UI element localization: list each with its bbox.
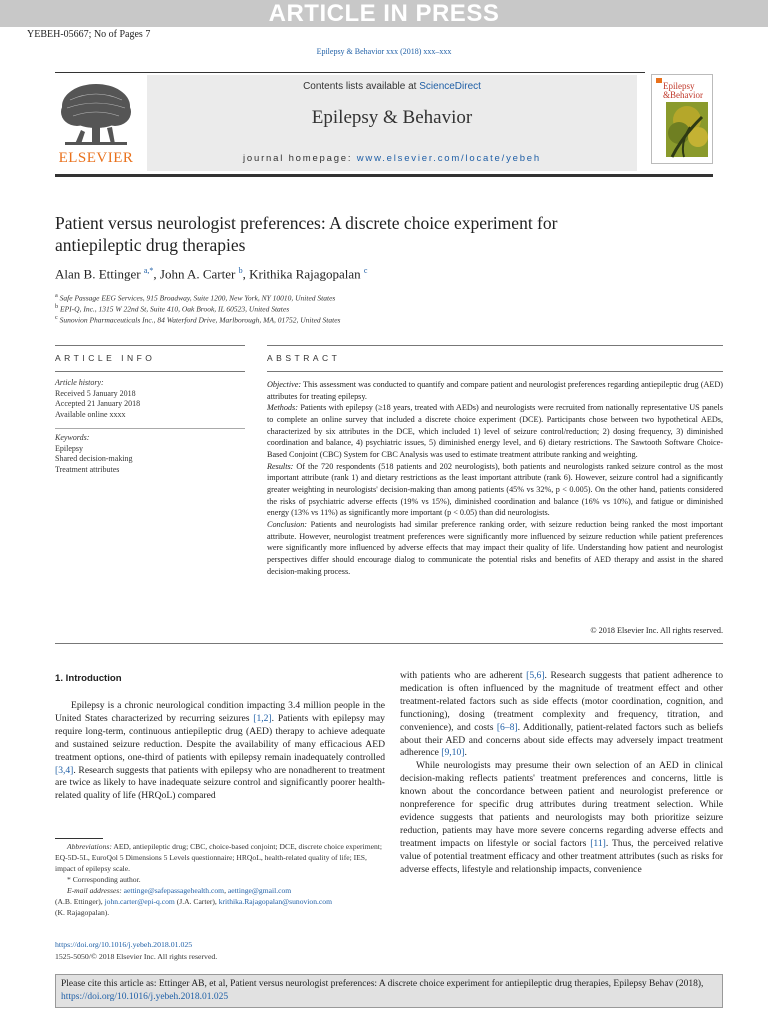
abbreviations-footnote bbox=[55, 841, 385, 874]
footnotes bbox=[55, 841, 385, 918]
author-name: Krithika Rajagopalan bbox=[249, 266, 361, 282]
article-history bbox=[55, 378, 245, 420]
keywords-rule bbox=[55, 428, 245, 429]
body-text: . Research suggests that patient adherence to medication is often influenced by the magnitude of treatment effect and other treatment-related factors such as side effects (motor coordination, cognition, and functioning), dosing (treatment complexity and frequency, titration, and convenience), and costs bbox=[400, 670, 723, 733]
article-title-line1: Patient versus neurologist preferences: A discrete choice experiment for bbox=[55, 213, 558, 233]
author-affiliation-marker[interactable]: b bbox=[238, 266, 243, 275]
author-name: Alan B. Ettinger bbox=[55, 266, 141, 282]
journal-citation-link[interactable]: Epilepsy & Behavior xxx (2018) xxx–xxx bbox=[316, 47, 452, 56]
keyword: Shared decision-making bbox=[55, 454, 133, 463]
citation-ref[interactable]: [6–8] bbox=[496, 721, 518, 733]
citation-text: Please cite this article as: Ettinger AB, et al, Patient versus neurologist preferences: A discrete choice experiment for antiepileptic drug therapies, Epilepsy Behav (2018), bbox=[61, 979, 704, 989]
body-text: . Patients with epilepsy may require long-term, continuous antiepileptic drug (AED) therapy to achieve adequate and sustained seizure reduction. Despite the availability of many efficacious AED treatment options, one-third of patients with epilepsy remain inadequately controlled bbox=[55, 712, 385, 763]
received-date: Received 5 January 2018 bbox=[55, 388, 136, 398]
citation-doi-link[interactable]: https://doi.org/10.1016/j.yebeh.2018.01.025 bbox=[61, 992, 229, 1002]
journal-cover-thumbnail[interactable] bbox=[651, 74, 713, 164]
journal-name: Epilepsy & Behavior bbox=[311, 107, 473, 128]
citation-ref[interactable]: [1,2] bbox=[253, 712, 272, 724]
author-name: John A. Carter bbox=[159, 266, 236, 282]
citation-ref[interactable]: [3,4] bbox=[55, 764, 74, 776]
abbreviations-label: Abbreviations: bbox=[67, 842, 112, 851]
contents-available-line bbox=[147, 81, 637, 92]
intro-paragraph bbox=[55, 700, 385, 803]
results-label: Results: bbox=[267, 461, 294, 471]
email-owner: (J.A. Carter), bbox=[174, 897, 219, 906]
email-link[interactable]: john.carter@epi-q.com bbox=[104, 897, 175, 906]
article-in-press-banner: ARTICLE IN PRESS bbox=[0, 0, 768, 27]
body-column-left bbox=[55, 700, 385, 803]
journal-homepage-line bbox=[147, 153, 637, 164]
abstract-top-rule bbox=[267, 345, 723, 346]
keywords-label: Keywords: bbox=[55, 433, 90, 442]
article-title bbox=[55, 212, 715, 256]
body-text: . Thus, the perceived relative value of potential treatment efficacy and other treatment attributes (such as risks for adverse effects, lifestyle and relationship impacts, convenience bbox=[400, 837, 723, 875]
footnote-rule bbox=[55, 838, 103, 839]
methods-label: Methods: bbox=[267, 403, 298, 413]
body-text: with patients who are adherent bbox=[400, 670, 527, 681]
email-addresses: E-mail addresses: aettinge@safepassagehealth.com, aettinge@gmail.com bbox=[67, 886, 292, 895]
masthead-top-rule bbox=[55, 72, 645, 73]
email-link[interactable]: krithika.Rajagopalan@sunovion.com bbox=[218, 897, 332, 906]
abstract-methods bbox=[267, 402, 723, 460]
citation-ref[interactable]: [5,6] bbox=[526, 670, 545, 681]
author-list: Alan B. Ettinger $^{a,*}$, John A. Carter $^b$, Krithika Rajagopalan $^c$ bbox=[55, 266, 368, 282]
affiliation-text: Safe Passage EEG Services, 915 Broadway, Suite 1200, New York, NY 10010, United States bbox=[59, 293, 336, 303]
article-history-label: Article history: bbox=[55, 378, 104, 387]
affiliation-a bbox=[55, 292, 335, 303]
results-text: Of the 720 respondents (518 patients and 202 neurologists), both patients and neurologists ranked seizure control as the most important attribute (rank 1) and dietary restrictions as the least important attribute (rank 6). However, seizure control had a significantly greater weighting in neurologists' decision-making than among patients (45% vs 32%, p < 0.005). On the other hand, patients considered the risks of psychiatric adverse effects (19% vs 15%), diminished coordination and balance (16% vs 10%), and fatigue or diminished energy (13% vs 11%) as significantly more important (p < 0.05) than did neurologists. bbox=[267, 461, 723, 518]
abstract-objective bbox=[267, 379, 723, 402]
section-heading-introduction: 1. Introduction bbox=[55, 673, 122, 684]
article-info-heading: ARTICLE INFO bbox=[55, 353, 156, 363]
affiliation-marker: c bbox=[55, 314, 58, 321]
abbreviations-text: AED, antiepileptic drug; CBC, choice-based conjoint; DCE, discrete choice experiment; EQ-5D-5L, EuroQol 5 Dimensions 5 Levels questionnaire; HRQoL, health-related quality of life; IES, impact of epilepsy scale. bbox=[55, 842, 382, 873]
article-id: YEBEH-05667; No of Pages 7 bbox=[27, 29, 151, 40]
affiliation-text: EPI-Q, Inc., 1315 W 22nd St, Suite 410, Oak Brook, IL 60523, United States bbox=[60, 304, 290, 314]
conclusion-label: Conclusion: bbox=[267, 519, 308, 529]
email-link[interactable]: aettinge@gmail.com bbox=[227, 886, 292, 895]
email-addresses-cont bbox=[55, 896, 385, 907]
citation-box bbox=[55, 974, 723, 1008]
objective-text: This assessment was conducted to quantify and compare patient and neurologist preferences regarding antiepileptic drug (AED) attributes for treating epilepsy. bbox=[267, 380, 723, 401]
journal-homepage-link[interactable]: www.elsevier.com/locate/yebeh bbox=[356, 153, 541, 164]
affiliation-c bbox=[55, 314, 340, 325]
conclusion-text: Patients and neurologists had similar preference ranking order, with seizure reduction being ranked the most important attribute. However, neurologist treatment preferences were significantly more influenced by seizure reduction while patient preferences were significantly more influenced by adverse effects that may impact their quality of life. Understanding how patient and neurologist perspectives differ should encourage dialog to communicate the potential risks and benefits of AED therapy and assist in the shared decision-making process. bbox=[267, 519, 723, 576]
objective-label: Objective: bbox=[267, 380, 302, 389]
abstract-copyright: © 2018 Elsevier Inc. All rights reserved. bbox=[590, 626, 723, 635]
journal-cover-image bbox=[652, 75, 712, 163]
corresponding-author-note: * Corresponding author. bbox=[67, 875, 141, 884]
article-title-line2: antiepileptic drug therapies bbox=[55, 235, 246, 255]
article-info-top-rule bbox=[55, 345, 245, 346]
cover-title-line2: &Behavior bbox=[663, 90, 703, 100]
abstract-heading: ABSTRACT bbox=[267, 353, 341, 363]
accepted-date: Accepted 21 January 2018 bbox=[55, 399, 141, 408]
issn-copyright: 1525-5050/© 2018 Elsevier Inc. All rights reserved. bbox=[55, 952, 218, 961]
email-link[interactable]: aettinge@safepassagehealth.com bbox=[123, 886, 225, 895]
affiliation-marker: b bbox=[55, 303, 59, 310]
body-text: . Additionally, patient-related factors such as beliefs about their AED and concerns about side effects may adversely impact treatment adherence bbox=[400, 721, 723, 759]
keywords-block bbox=[55, 433, 245, 475]
homepage-prefix: journal homepage: bbox=[243, 153, 357, 164]
body-text: Epilepsy is a chronic neurological condition impacting 3.4 million people in the United States characterized by recurring seizures bbox=[55, 700, 385, 724]
cover-title-line1: Epilepsy bbox=[663, 81, 695, 91]
author-affiliation-marker[interactable]: c bbox=[363, 266, 368, 275]
sciencedirect-link[interactable]: ScienceDirect bbox=[419, 81, 481, 92]
body-column-right bbox=[400, 670, 723, 877]
body-text: . bbox=[464, 747, 467, 759]
affiliation-b bbox=[55, 303, 289, 314]
keyword: Treatment attributes bbox=[55, 464, 120, 474]
intro-paragraph-continued bbox=[400, 670, 723, 760]
body-text: While neurologists may presume their own selection of an AED in clinical decision-making reflects patients' treatment preferences and concerns, little is known about the concordance between patient and neurologist preference or nonpreference for specific drug attributes during treatment selection. While evidence suggests that patients and neurologists may both prioritize seizure reduction, patients may have more severe concerns regarding adverse effects and treatment impacts on lifestyle or social factors bbox=[400, 760, 723, 849]
body-text: . Research suggests that patients with epilepsy who are nonadherent to treatment are twice as likely to have inadequate seizure control and significantly poorer health-related quality of life (HRQoL) compared bbox=[55, 764, 385, 802]
article-info-rule bbox=[55, 371, 245, 372]
affiliation-text: Sunovion Pharmaceuticals Inc., 84 Waterford Drive, Marlborough, MA, 01752, United States bbox=[59, 315, 341, 325]
journal-masthead bbox=[147, 75, 637, 171]
citation-ref[interactable]: [11] bbox=[590, 837, 606, 849]
masthead-bottom-rule bbox=[55, 174, 713, 177]
abstract-conclusion bbox=[267, 519, 723, 577]
methods-text: Patients with epilepsy (≥18 years, treated with AEDs) and neurologists were recruited from nationally representative US panels to complete an online survey that included a discrete choice experiment (DCE). Participants chose between two hypothetical AEDs, characterized by six attributes in the DCE, which included 1) level of seizure control/reduction; 2) dosing frequency, 3) diminished coordination and balance, 4) psychiatric issues, 5) diminished energy level, and 6) dietary restrictions. The Sawtooth Software Choice-Based Conjoint (CBC) System for CBC Analysis was used to estimate treatment attribute ranking and weighting. bbox=[267, 403, 723, 459]
email-owner: (K. Rajagopalan). bbox=[55, 908, 110, 917]
abstract-rule bbox=[267, 371, 723, 372]
intro-paragraph bbox=[400, 760, 723, 876]
abstract-bottom-rule bbox=[55, 643, 723, 644]
doi-link[interactable]: https://doi.org/10.1016/j.yebeh.2018.01.025 bbox=[55, 940, 193, 949]
email-owner: (A.B. Ettinger), bbox=[55, 897, 105, 906]
abstract-body bbox=[267, 379, 723, 577]
email-label: E-mail addresses: bbox=[67, 886, 122, 895]
keyword: Epilepsy bbox=[55, 443, 83, 453]
author-affiliation-marker[interactable]: a,* bbox=[143, 266, 154, 275]
abstract-results bbox=[267, 461, 723, 519]
contents-prefix: Contents lists available at bbox=[303, 81, 420, 92]
affiliation-marker: a bbox=[55, 292, 58, 299]
citation-ref[interactable]: [9,10] bbox=[441, 747, 465, 759]
publisher-wordmark: ELSEVIER bbox=[58, 150, 134, 166]
online-date: Available online xxxx bbox=[55, 409, 126, 419]
